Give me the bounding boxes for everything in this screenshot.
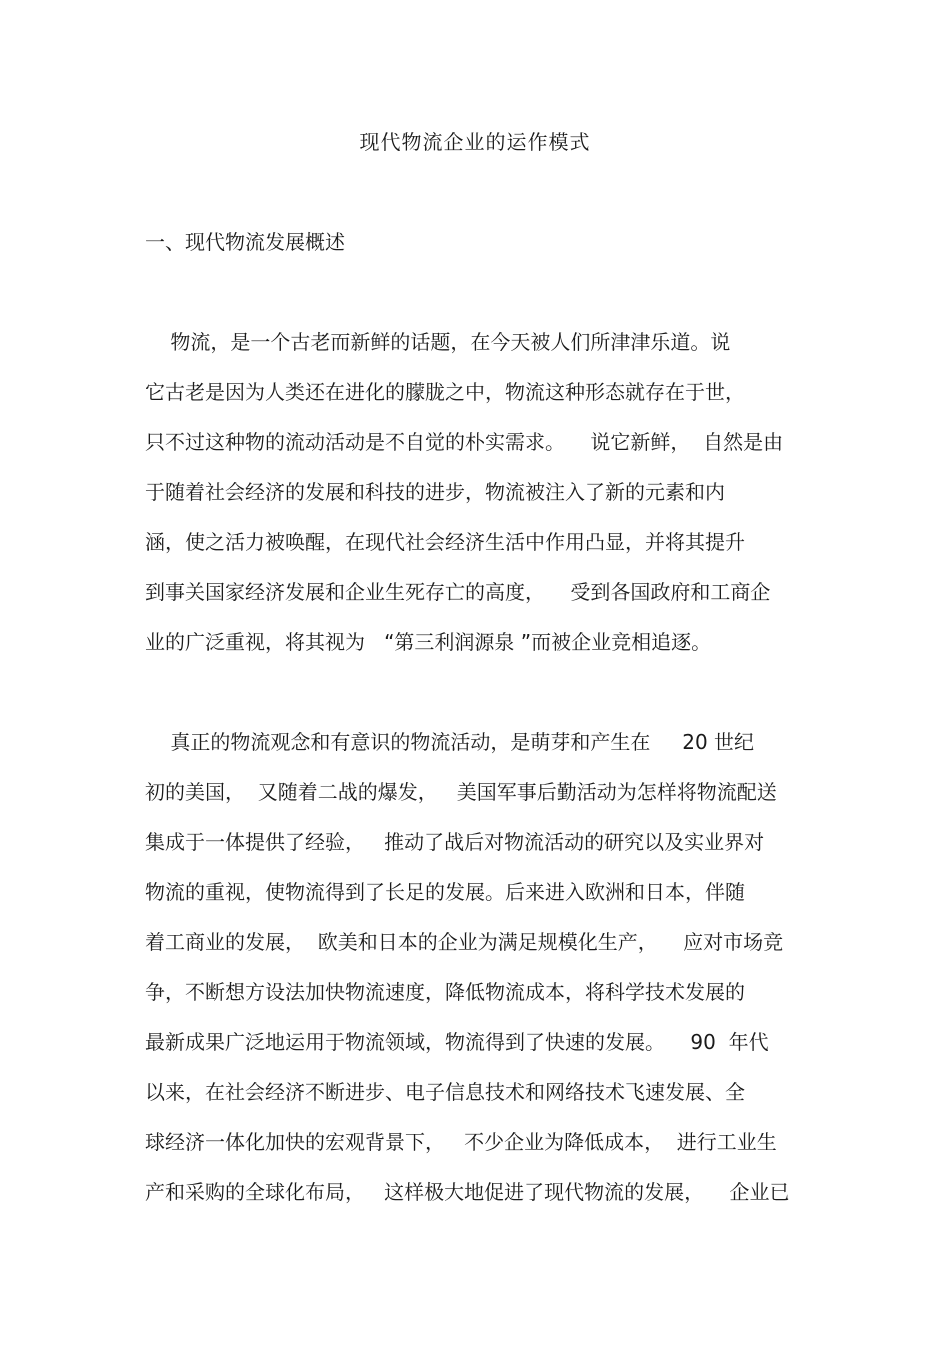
paragraph-2-line: 初的美国， 又随着二战的爆发， 美国军事后勤活动为怎样将物流配送 [145, 780, 777, 804]
paragraph-1-line: 涵，使之活力被唤醒，在现代社会经济生活中作用凸显，并将其提升 [145, 530, 745, 554]
section-heading: 一、现代物流发展概述 [145, 230, 345, 254]
paragraph-2-line: 以来，在社会经济不断进步、电子信息技术和网络技术飞速发展、全 [145, 1080, 745, 1104]
paragraph-2-line: 球经济一体化加快的宏观背景下， 不少企业为降低成本， 进行工业生 [145, 1130, 777, 1154]
paragraph-2-line: 争，不断想方设法加快物流速度，降低物流成本，将科学技术发展的 [145, 980, 745, 1004]
paragraph-1-line: 只不过这种物的流动活动是不自觉的朴实需求。 说它新鲜， 自然是由 [145, 430, 784, 454]
paragraph-1-line: 它古老是因为人类还在进化的朦胧之中，物流这种形态就存在于世， [145, 380, 745, 404]
paragraph-2-line: 着工商业的发展， 欧美和日本的企业为满足规模化生产， 应对市场竞 [145, 930, 784, 954]
paragraph-2-line: 最新成果广泛地运用于物流领域，物流得到了快速的发展。 90 年代 [145, 1030, 769, 1054]
paragraph-1-line: 业的广泛重视，将其视为 “第三利润源泉 ”而被企业竞相追逐。 [145, 630, 712, 654]
paragraph-1-line: 于随着社会经济的发展和科技的进步，物流被注入了新的元素和内 [145, 480, 725, 504]
document-title: 现代物流企业的运作模式 [359, 130, 591, 154]
paragraph-2-line: 物流的重视，使物流得到了长足的发展。后来进入欧洲和日本，伴随 [145, 880, 745, 904]
paragraph-1-line: 到事关国家经济发展和企业生死存亡的高度， 受到各国政府和工商企 [145, 580, 771, 604]
paragraph-2-line: 集成于一体提供了经验， 推动了战后对物流活动的研究以及实业界对 [145, 830, 765, 854]
paragraph-1-line: 物流，是一个古老而新鲜的话题，在今天被人们所津津乐道。说 [145, 330, 731, 354]
paragraph-2-line: 产和采购的全球化布局， 这样极大地促进了现代物流的发展， 企业已 [145, 1180, 790, 1204]
paragraph-2-line: 真正的物流观念和有意识的物流活动，是萌芽和产生在 20 世纪 [145, 730, 755, 754]
